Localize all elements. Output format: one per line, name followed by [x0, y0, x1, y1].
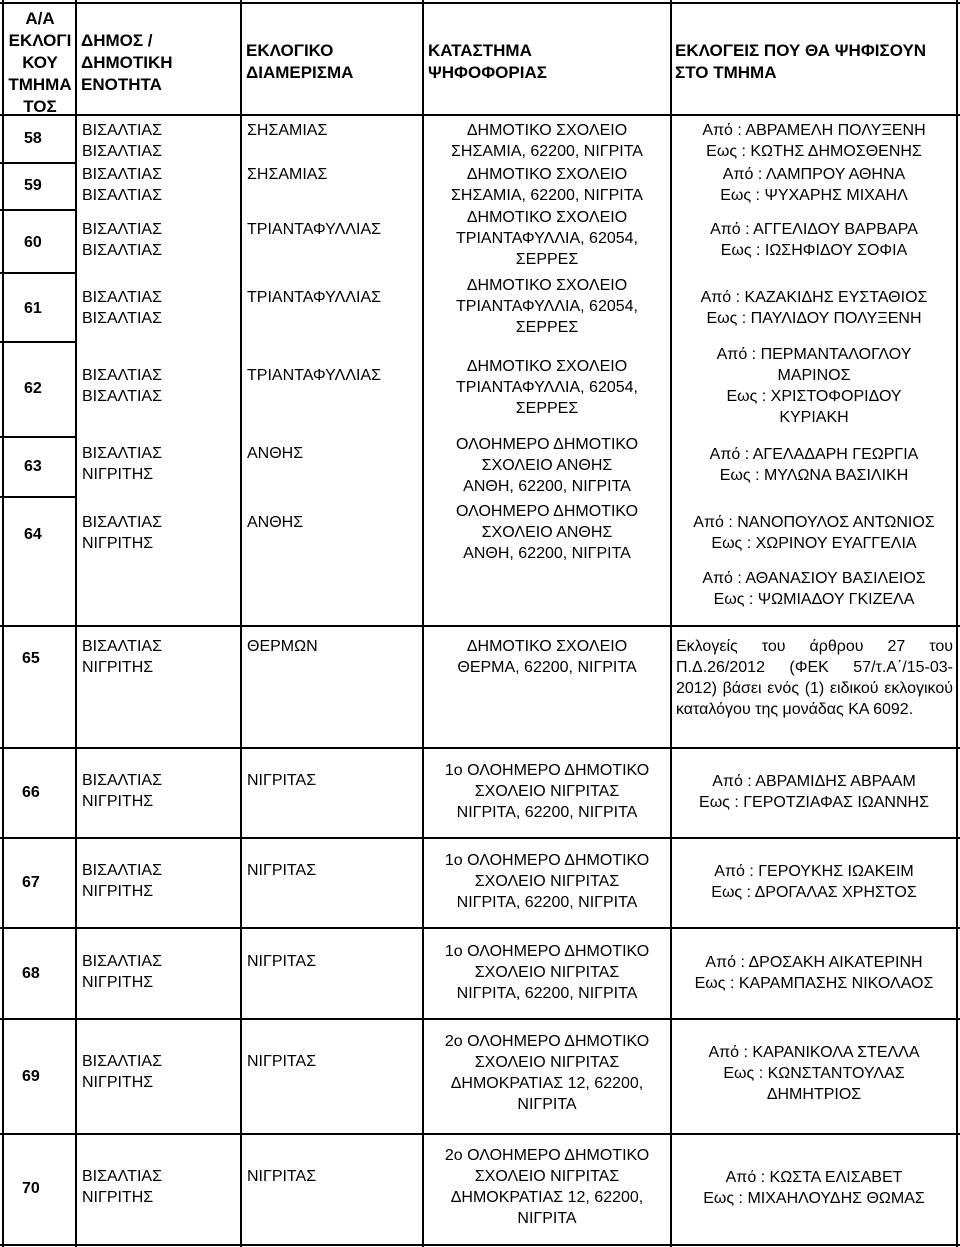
municipality-cell: ΒΙΣΑΛΤΙΑΣ ΒΙΣΑΛΤΙΑΣ — [82, 367, 162, 405]
district-cell: ΝΙΓΡΙΤΑΣ — [247, 1168, 317, 1185]
municipality-cell: ΒΙΣΑΛΤΙΑΣ ΒΙΣΑΛΤΙΑΣ — [82, 122, 162, 160]
municipality-cell: ΒΙΣΑΛΤΙΑΣ ΒΙΣΑΛΤΙΑΣ — [82, 166, 162, 204]
column-divider — [75, 0, 77, 1247]
voters-range-cell: Από : ΓΕΡΟΥΚΗΣ ΙΩΑΚΕΙΜ Εως : ΔΡΟΓΑΛΑΣ ΧΡΗΣΤΟΣ — [711, 863, 917, 901]
voters-range-cell: Από : ΠΕΡΜΑΝΤΑΛΟΓΛΟΥ ΜΑΡΙΝΟΣ Εως : ΧΡΙΣΤΟΦΟΡΙΔΟΥ ΚΥΡΙΑΚΗ — [716, 346, 912, 426]
row-divider — [0, 341, 75, 343]
section-number: 68 — [22, 965, 40, 982]
municipality-cell: ΒΙΣΑΛΤΙΑΣ ΝΙΓΡΙΤΗΣ — [82, 514, 162, 552]
section-number: 60 — [24, 234, 42, 251]
section-number: 58 — [24, 130, 42, 147]
special-voters-note: Εκλογείς του άρθρου 27 του Π.Δ.26/2012 (ΦΕΚ 57/τ.Α΄/15-03-2012) βάσει ενός (1) ειδικού εκλογικού καταλόγου της μονάδας ΚΑ 6092. — [676, 638, 953, 718]
voters-range-cell: Από : ΑΒΡΑΜΕΛΗ ΠΟΛΥΞΕΝΗ Εως : ΚΩΤΗΣ ΔΗΜΟΣΘΕΝΗΣ — [702, 122, 926, 160]
row-divider — [0, 209, 75, 211]
district-cell: ΤΡΙΑΝΤΑΦΥΛΛΙΑΣ — [247, 367, 382, 384]
polling-station-cell: 2ο ΟΛΟΗΜΕΡΟ ΔΗΜΟΤΙΚΟ ΣΧΟΛΕΙΟ ΝΙΓΡΙΤΑΣ ΔΗΜΟΚΡΑΤΙΑΣ 12, 62200, ΝΙΓΡΙΤΑ — [444, 1033, 650, 1113]
voters-range-cell: Από : ΑΓΓΕΛΙΔΟΥ ΒΑΡΒΑΡΑ Εως : ΙΩΣΗΦΙΔΟΥ ΣΟΦΙΑ — [710, 221, 918, 259]
header-col-number: Α/Α ΕΚΛΟΓΙ ΚΟΥ ΤΜΗΜΑ ΤΟΣ — [8, 9, 72, 116]
voters-range-cell: Από : ΔΡΟΣΑΚΗ ΑΙΚΑΤΕΡΙΝΗ Εως : ΚΑΡΑΜΠΑΣΗΣ ΝΙΚΟΛΑΟΣ — [694, 954, 934, 992]
section-number: 70 — [22, 1180, 40, 1197]
row-divider — [0, 1133, 960, 1135]
district-cell: ΑΝΘΗΣ — [247, 445, 304, 462]
voters-range-cell: Από : ΑΘΑΝΑΣΙΟΥ ΒΑΣΙΛΕΙΟΣ Εως : ΨΩΜΙΑΔΟΥ ΓΚΙΖΕΛΑ — [702, 570, 926, 608]
polling-station-cell: 1ο ΟΛΟΗΜΕΡΟ ΔΗΜΟΤΙΚΟ ΣΧΟΛΕΙΟ ΝΙΓΡΙΤΑΣ ΝΙΓΡΙΤΑ, 62200, ΝΙΓΡΙΤΑ — [444, 852, 650, 911]
district-cell: ΝΙΓΡΙΤΑΣ — [247, 1053, 317, 1070]
municipality-cell: ΒΙΣΑΛΤΙΑΣ ΝΙΓΡΙΤΗΣ — [82, 1053, 162, 1091]
section-number: 63 — [24, 458, 42, 475]
section-number: 65 — [22, 650, 40, 667]
section-number: 62 — [24, 380, 42, 397]
row-divider — [0, 436, 75, 438]
header-col-station: ΚΑΤΑΣΤΗΜΑ ΨΗΦΟΦΟΡΙΑΣ — [428, 41, 547, 82]
district-cell: ΣΗΣΑΜΙΑΣ — [247, 122, 328, 139]
polling-station-cell: 1ο ΟΛΟΗΜΕΡΟ ΔΗΜΟΤΙΚΟ ΣΧΟΛΕΙΟ ΝΙΓΡΙΤΑΣ ΝΙΓΡΙΤΑ, 62200, ΝΙΓΡΙΤΑ — [444, 943, 650, 1002]
section-number: 67 — [22, 874, 40, 891]
district-cell: ΝΙΓΡΙΤΑΣ — [247, 862, 317, 879]
section-number: 69 — [22, 1068, 40, 1085]
district-cell: ΘΕΡΜΩΝ — [247, 638, 318, 655]
district-cell: ΤΡΙΑΝΤΑΦΥΛΛΙΑΣ — [247, 221, 382, 238]
polling-station-cell: 1ο ΟΛΟΗΜΕΡΟ ΔΗΜΟΤΙΚΟ ΣΧΟΛΕΙΟ ΝΙΓΡΙΤΑΣ ΝΙΓΡΙΤΑ, 62200, ΝΙΓΡΙΤΑ — [444, 762, 650, 821]
section-number: 61 — [24, 300, 42, 317]
voters-range-cell: Από : ΚΩΣΤΑ ΕΛΙΣΑΒΕΤ Εως : ΜΙΧΑΗΛΟΥΔΗΣ ΘΩΜΑΣ — [703, 1169, 925, 1207]
table-border-top — [0, 2, 960, 4]
header-divider — [0, 114, 960, 116]
voters-range-cell: Από : ΑΓΕΛΑΔΑΡΗ ΓΕΩΡΓΙΑ Εως : ΜΥΛΩΝΑ ΒΑΣΙΛΙΚΗ — [709, 446, 919, 484]
district-cell: ΝΙΓΡΙΤΑΣ — [247, 953, 317, 970]
section-number: 59 — [24, 177, 42, 194]
voters-range-cell: Από : ΚΑΡΑΝΙΚΟΛΑ ΣΤΕΛΛΑ Εως : ΚΩΝΣΤΑΝΤΟΥΛΑΣ ΔΗΜΗΤΡΙΟΣ — [708, 1044, 920, 1103]
district-cell: ΝΙΓΡΙΤΑΣ — [247, 772, 317, 789]
polling-station-cell: ΔΗΜΟΤΙΚΟ ΣΧΟΛΕΙΟ ΤΡΙΑΝΤΑΦΥΛΛΙΑ, 62054, ΣΕΡΡΕΣ — [456, 277, 638, 336]
row-divider — [0, 272, 75, 274]
municipality-cell: ΒΙΣΑΛΤΙΑΣ ΝΙΓΡΙΤΗΣ — [82, 1168, 162, 1206]
polling-station-cell: ΔΗΜΟΤΙΚΟ ΣΧΟΛΕΙΟ ΤΡΙΑΝΤΑΦΥΛΛΙΑ, 62054, ΣΕΡΡΕΣ — [456, 209, 638, 268]
municipality-cell: ΒΙΣΑΛΤΙΑΣ ΝΙΓΡΙΤΗΣ — [82, 772, 162, 810]
voters-range-cell: Από : ΚΑΖΑΚΙΔΗΣ ΕΥΣΤΑΘΙΟΣ Εως : ΠΑΥΛΙΔΟΥ ΠΟΛΥΞΕΝΗ — [700, 289, 928, 327]
row-divider — [0, 162, 75, 164]
polling-station-cell: ΔΗΜΟΤΙΚΟ ΣΧΟΛΕΙΟ ΘΕΡΜΑ, 62200, ΝΙΓΡΙΤΑ — [457, 638, 637, 676]
row-divider — [0, 927, 960, 929]
section-number: 64 — [24, 526, 42, 543]
polling-station-cell: ΔΗΜΟΤΙΚΟ ΣΧΟΛΕΙΟ ΤΡΙΑΝΤΑΦΥΛΛΙΑ, 62054, ΣΕΡΡΕΣ — [456, 358, 638, 417]
municipality-cell: ΒΙΣΑΛΤΙΑΣ ΝΙΓΡΙΤΗΣ — [82, 953, 162, 991]
polling-station-cell: ΔΗΜΟΤΙΚΟ ΣΧΟΛΕΙΟ ΣΗΣΑΜΙΑ, 62200, ΝΙΓΡΙΤΑ — [451, 122, 643, 160]
voters-range-cell: Από : ΛΑΜΠΡΟΥ ΑΘΗΝΑ Εως : ΨΥΧΑΡΗΣ ΜΙΧΑΗΛ — [720, 166, 908, 204]
header-col-municipality: ΔΗΜΟΣ / ΔΗΜΟΤΙΚΗ ΕΝΟΤΗΤΑ — [81, 31, 173, 94]
voters-range-cell: Από : ΑΒΡΑΜΙΔΗΣ ΑΒΡΑΑΜ Εως : ΓΕΡΟΤΖΙΑΦΑΣ ΙΩΑΝΝΗΣ — [699, 773, 929, 811]
polling-station-cell: ΟΛΟΗΜΕΡΟ ΔΗΜΟΤΙΚΟ ΣΧΟΛΕΙΟ ΑΝΘΗΣ ΑΝΘΗ, 62200, ΝΙΓΡΙΤΑ — [455, 503, 639, 562]
polling-station-cell: ΟΛΟΗΜΕΡΟ ΔΗΜΟΤΙΚΟ ΣΧΟΛΕΙΟ ΑΝΘΗΣ ΑΝΘΗ, 62200, ΝΙΓΡΙΤΑ — [455, 436, 639, 495]
block-divider — [0, 625, 960, 627]
district-cell: ΤΡΙΑΝΤΑΦΥΛΛΙΑΣ — [247, 289, 382, 306]
row-divider — [0, 837, 960, 839]
table-border-right — [956, 0, 958, 1247]
polling-station-cell: 2ο ΟΛΟΗΜΕΡΟ ΔΗΜΟΤΙΚΟ ΣΧΟΛΕΙΟ ΝΙΓΡΙΤΑΣ ΔΗΜΟΚΡΑΤΙΑΣ 12, 62200, ΝΙΓΡΙΤΑ — [444, 1147, 650, 1227]
header-col-district: ΕΚΛΟΓΙΚΟ ΔΙΑΜΕΡΙΣΜΑ — [246, 41, 354, 82]
municipality-cell: ΒΙΣΑΛΤΙΑΣ ΒΙΣΑΛΤΙΑΣ — [82, 289, 162, 327]
municipality-cell: ΒΙΣΑΛΤΙΑΣ ΒΙΣΑΛΤΙΑΣ — [82, 221, 162, 259]
section-number: 66 — [22, 784, 40, 801]
column-divider — [240, 0, 242, 1247]
district-cell: ΑΝΘΗΣ — [247, 514, 304, 531]
municipality-cell: ΒΙΣΑΛΤΙΑΣ ΝΙΓΡΙΤΗΣ — [82, 445, 162, 483]
row-divider — [0, 1018, 960, 1020]
row-divider — [0, 496, 75, 498]
table-border-left — [2, 0, 4, 1247]
district-cell: ΣΗΣΑΜΙΑΣ — [247, 166, 328, 183]
municipality-cell: ΒΙΣΑΛΤΙΑΣ ΝΙΓΡΙΤΗΣ — [82, 862, 162, 900]
table-border-bottom — [0, 1244, 960, 1246]
voters-range-cell: Από : ΝΑΝΟΠΟΥΛΟΣ ΑΝΤΩΝΙΟΣ Εως : ΧΩΡΙΝΟΥ ΕΥΑΓΓΕΛΙΑ — [693, 514, 935, 552]
row-divider — [0, 747, 960, 749]
municipality-cell: ΒΙΣΑΛΤΙΑΣ ΝΙΓΡΙΤΗΣ — [82, 638, 162, 676]
header-col-voters: ΕΚΛΟΓΕΙΣ ΠΟΥ ΘΑ ΨΗΦΙΣΟΥΝ ΣΤΟ ΤΜΗΜΑ — [675, 41, 927, 82]
polling-station-cell: ΔΗΜΟΤΙΚΟ ΣΧΟΛΕΙΟ ΣΗΣΑΜΙΑ, 62200, ΝΙΓΡΙΤΑ — [451, 166, 643, 204]
